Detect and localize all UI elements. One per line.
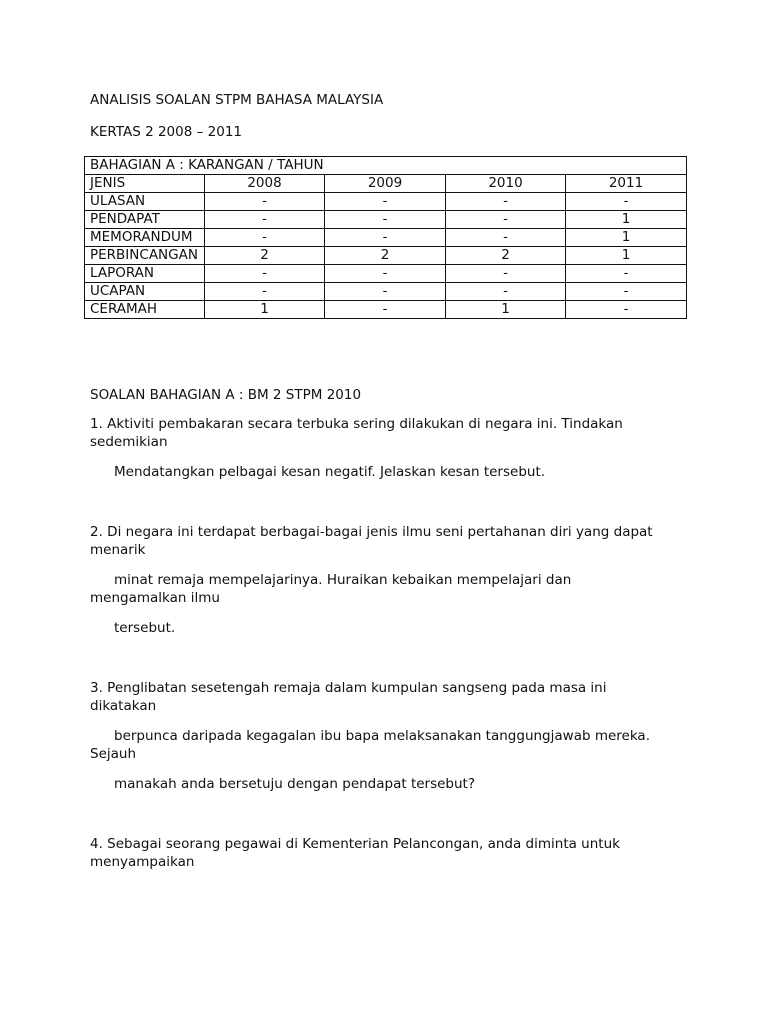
table-cell: -: [325, 229, 446, 247]
table-caption: BAHAGIAN A : KARANGAN / TAHUN: [85, 157, 687, 175]
row-label: UCAPAN: [85, 283, 205, 301]
question-1-continuation: Mendatangkan pelbagai kesan negatif. Jelaskan kesan tersebut.: [114, 464, 546, 480]
document-subtitle: KERTAS 2 2008 – 2011: [90, 124, 243, 140]
table-cell: -: [205, 193, 325, 211]
table-header-row: [85, 175, 687, 193]
table-cell: 1: [566, 229, 687, 247]
row-label: MEMORANDUM: [85, 229, 205, 247]
table-cell: 1: [566, 247, 687, 265]
table-cell: -: [325, 211, 446, 229]
table-caption-row: [85, 157, 687, 175]
table-row: [85, 265, 687, 283]
table-cell: 2: [446, 247, 566, 265]
column-header: 2011: [566, 175, 687, 193]
table-row: [85, 193, 687, 211]
table-cell: -: [205, 283, 325, 301]
question-4-text: 4. Sebagai seorang pegawai di Kementerian Pelancongan, anda diminta untuk menyampaikan: [90, 836, 620, 870]
table-cell: -: [566, 301, 687, 319]
question-2-ending: tersebut.: [114, 620, 176, 636]
column-header: 2009: [325, 175, 446, 193]
table-cell: -: [566, 283, 687, 301]
row-label: PENDAPAT: [85, 211, 205, 229]
column-header: 2008: [205, 175, 325, 193]
table-row: [85, 229, 687, 247]
table-row: [85, 247, 687, 265]
table-cell: 1: [566, 211, 687, 229]
table-row: [85, 211, 687, 229]
table-cell: -: [446, 229, 566, 247]
table-cell: -: [566, 265, 687, 283]
column-header: 2010: [446, 175, 566, 193]
table-cell: -: [566, 193, 687, 211]
question-2-continuation: minat remaja mempelajarinya. Huraikan kebaikan mempelajari dan mengamalkan ilmu: [90, 572, 572, 606]
question-3-continuation: berpunca daripada kegagalan ibu bapa melaksanakan tanggungjawab mereka. Sejauh: [90, 728, 650, 762]
table-row: [85, 283, 687, 301]
question-3-text: 3. Penglibatan sesetengah remaja dalam kumpulan sangseng pada masa ini dikatakan: [90, 680, 607, 714]
table-cell: -: [446, 211, 566, 229]
document-title: ANALISIS SOALAN STPM BAHASA MALAYSIA: [90, 92, 384, 108]
table-cell: -: [325, 283, 446, 301]
table-cell: -: [325, 193, 446, 211]
table-cell: 1: [446, 301, 566, 319]
table-cell: -: [446, 193, 566, 211]
question-2-text: 2. Di negara ini terdapat berbagai-bagai jenis ilmu seni pertahanan diri yang dapat menarik: [90, 524, 653, 558]
table-cell: -: [446, 283, 566, 301]
table-cell: -: [205, 265, 325, 283]
row-label: PERBINCANGAN: [85, 247, 205, 265]
analysis-table: [84, 156, 687, 319]
section-title: SOALAN BAHAGIAN A : BM 2 STPM 2010: [90, 387, 362, 403]
row-label: ULASAN: [85, 193, 205, 211]
table-cell: 2: [205, 247, 325, 265]
table-row: [85, 301, 687, 319]
table-cell: 2: [325, 247, 446, 265]
row-label: CERAMAH: [85, 301, 205, 319]
table-cell: 1: [205, 301, 325, 319]
question-3-ending: manakah anda bersetuju dengan pendapat tersebut?: [114, 776, 476, 792]
table-cell: -: [325, 301, 446, 319]
table-cell: -: [205, 211, 325, 229]
question-1-text: 1. Aktiviti pembakaran secara terbuka sering dilakukan di negara ini. Tindakan sedemikian: [90, 416, 623, 450]
column-header: JENIS: [85, 175, 205, 193]
table-cell: -: [446, 265, 566, 283]
table-cell: -: [325, 265, 446, 283]
table-cell: -: [205, 229, 325, 247]
row-label: LAPORAN: [85, 265, 205, 283]
